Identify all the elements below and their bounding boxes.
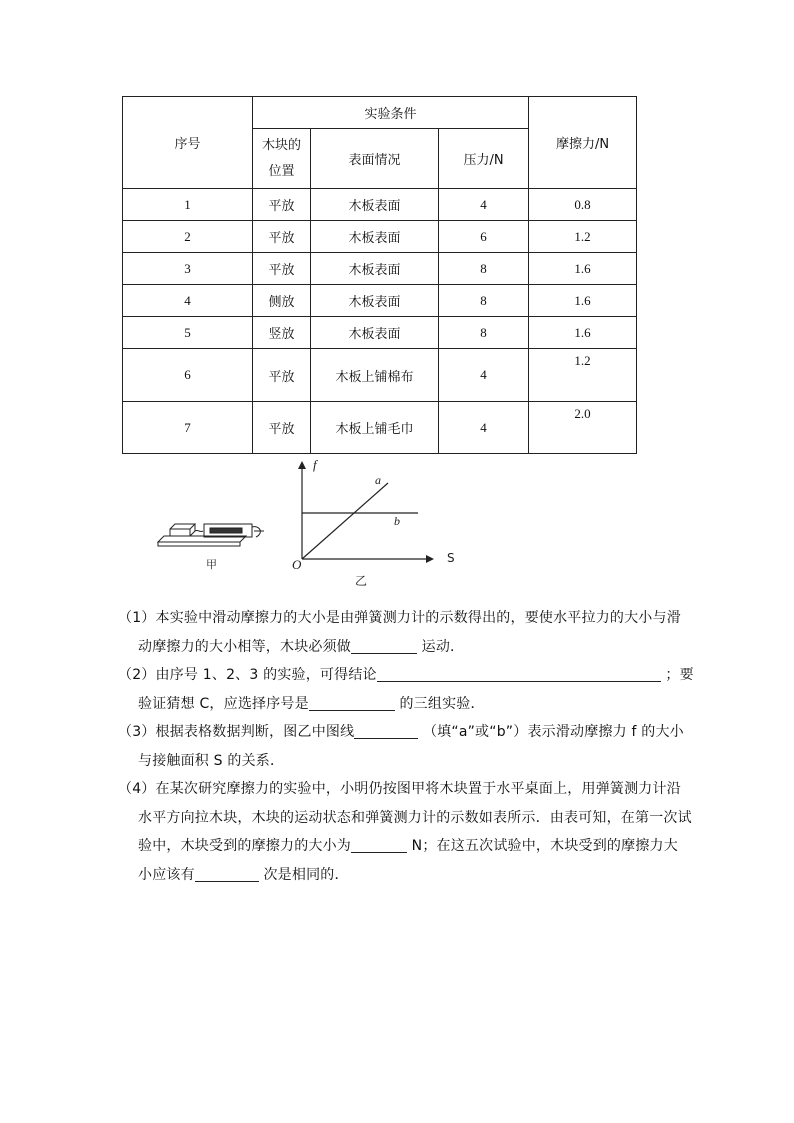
- q2-line2: [118, 690, 698, 719]
- block-front: [170, 529, 190, 536]
- q3-line1: [118, 718, 698, 747]
- cell-pressure: 6: [439, 221, 529, 253]
- cell-friction: 0.8: [529, 189, 637, 221]
- cell-surface: 木板上铺棉布: [311, 349, 439, 402]
- cell-surface: 木板表面: [311, 221, 439, 253]
- cell-pressure: 4: [439, 349, 529, 402]
- table-row: [123, 253, 637, 285]
- header-conditions: 实验条件: [253, 97, 529, 129]
- cell-position: 平放: [253, 189, 311, 221]
- figure-yi: [298, 461, 434, 563]
- answer-blank-q3[interactable]: [354, 722, 418, 739]
- answer-blank-q2-conclusion[interactable]: [377, 665, 661, 682]
- q4-line1: （4）在某次研究摩擦力的实验中，小明仍按图甲将木块置于水平桌面上，用弹簧测力计沿: [118, 781, 681, 797]
- line-b-label: b: [394, 514, 400, 528]
- x-axis-arrow: [426, 555, 434, 563]
- header-position-line1: 木块的: [261, 137, 301, 153]
- cell-seq: 3: [123, 253, 253, 285]
- axis-y-label: f: [313, 457, 317, 472]
- question-2: [118, 661, 698, 718]
- hand-icon: [252, 527, 260, 537]
- cell-pressure: 4: [439, 189, 529, 221]
- answer-blank-q1[interactable]: [351, 637, 417, 654]
- spring-scale-scale: [210, 528, 242, 533]
- questions: [118, 604, 698, 889]
- answer-blank-q4-force[interactable]: [351, 836, 407, 853]
- y-axis-arrow: [298, 461, 306, 469]
- origin-label: O: [292, 557, 302, 572]
- table-row: [123, 221, 637, 253]
- header-position: [253, 129, 311, 189]
- spring-hook: [195, 530, 203, 531]
- cell-friction: 1.6: [529, 285, 637, 317]
- block-top: [170, 524, 195, 529]
- q1-line2: [118, 633, 698, 662]
- cell-seq: 7: [123, 402, 253, 454]
- table-row: [123, 402, 637, 454]
- cell-surface: 木板表面: [311, 317, 439, 349]
- cell-position: 平放: [253, 253, 311, 285]
- question-3: [118, 718, 698, 775]
- header-seq: 序号: [123, 97, 253, 189]
- q3-text: （3）根据表格数据判断，图乙中图线: [118, 724, 355, 740]
- cell-friction: 1.2: [529, 349, 637, 402]
- q4-suffix: N；在这五次试验中，木块受到的摩擦力大: [407, 838, 678, 854]
- cell-friction: 1.6: [529, 317, 637, 349]
- cell-seq: 1: [123, 189, 253, 221]
- label-jia: 甲: [206, 558, 217, 571]
- q4-line2: 水平方向拉木块，木块的运动状态和弹簧测力计的示数如表所示．由表可知，在第一次试: [138, 809, 692, 826]
- q4-suffix2: 次是相同的．: [258, 866, 349, 883]
- cell-position: 平放: [253, 221, 311, 253]
- q2-text2: 验证猜想 C，应选择序号是: [138, 695, 309, 712]
- q2-line1: [118, 661, 698, 690]
- cell-position: 平放: [253, 349, 311, 402]
- cell-pressure: 8: [439, 253, 529, 285]
- cell-surface: 木板上铺毛巾: [311, 402, 439, 454]
- cell-surface: 木板表面: [311, 189, 439, 221]
- table-row: [123, 189, 637, 221]
- cell-seq: 2: [123, 221, 253, 253]
- q4-text: 验中，木块受到的摩擦力的大小为: [138, 838, 351, 854]
- cell-surface: 木板表面: [311, 253, 439, 285]
- line-a: [302, 483, 388, 559]
- q3-line2: 与接触面积 S 的关系．: [138, 752, 285, 769]
- cell-position: 竖放: [253, 317, 311, 349]
- q3-suffix: （填“a”或“b”）表示滑动摩擦力 f 的大小: [418, 724, 684, 740]
- figure-jia: [158, 524, 264, 546]
- cell-friction: 1.2: [529, 221, 637, 253]
- q2-text: （2）由序号 1、2、3 的实验，可得结论: [118, 667, 377, 683]
- table-row: [123, 285, 637, 317]
- experiment-table: [122, 96, 637, 454]
- cell-seq: 4: [123, 285, 253, 317]
- q4-line4: [118, 861, 698, 890]
- header-surface: 表面情况: [311, 129, 439, 189]
- cell-friction: 2.0: [529, 402, 637, 454]
- header-friction: 摩擦力/N: [529, 97, 637, 189]
- header-pressure: 压力/N: [439, 129, 529, 189]
- board-front: [158, 542, 240, 546]
- question-1: [118, 604, 698, 661]
- cell-pressure: 8: [439, 285, 529, 317]
- figures: [150, 455, 470, 595]
- axis-x-label: S: [447, 551, 455, 565]
- cell-seq: 6: [123, 349, 253, 402]
- cell-position: 平放: [253, 402, 311, 454]
- table-row: [123, 317, 637, 349]
- q1-text: 动摩擦力的大小相等，木块必须做: [138, 638, 351, 655]
- q4-text2: 小应该有: [138, 866, 195, 883]
- header-position-line2: 位置: [268, 163, 295, 179]
- cell-pressure: 8: [439, 317, 529, 349]
- q2-suffix: ；要: [660, 667, 694, 683]
- answer-blank-q2-seq[interactable]: [309, 694, 395, 711]
- line-a-label: a: [375, 473, 381, 487]
- question-4: [118, 775, 698, 889]
- label-yi: 乙: [355, 574, 368, 588]
- cell-position: 侧放: [253, 285, 311, 317]
- table-row: [123, 349, 637, 402]
- cell-friction: 1.6: [529, 253, 637, 285]
- q2-suffix2: 的三组实验．: [394, 695, 485, 712]
- cell-seq: 5: [123, 317, 253, 349]
- q1-line1: （1）本实验中滑动摩擦力的大小是由弹簧测力计的示数得出的，要使水平拉力的大小与滑: [118, 610, 681, 626]
- q1-suffix: 运动．: [417, 638, 465, 655]
- q4-line3: [118, 832, 698, 861]
- answer-blank-q4-count[interactable]: [195, 865, 259, 882]
- cell-pressure: 4: [439, 402, 529, 454]
- cell-surface: 木板表面: [311, 285, 439, 317]
